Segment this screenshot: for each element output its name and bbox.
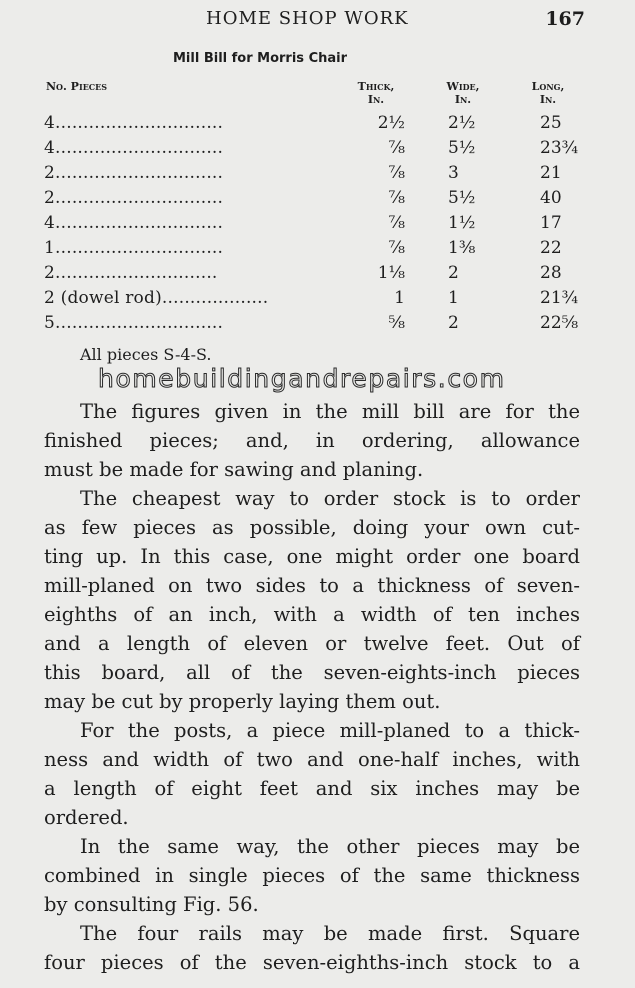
header-wide-unit: In.	[454, 93, 472, 106]
text-line: by consulting Fig. 56.	[44, 893, 259, 916]
header-long-unit: In.	[539, 93, 557, 106]
cell-long: 23¾	[540, 138, 579, 158]
text-line: ting up. In this case, one might order one board	[44, 545, 580, 568]
cell-wide: 1	[448, 288, 459, 308]
table-row	[44, 213, 604, 238]
paragraph	[44, 716, 580, 832]
text-line: The four rails may be made first. Square	[80, 922, 580, 945]
paragraph	[44, 397, 580, 484]
cell-long: 40	[540, 188, 562, 208]
text-line: four pieces of the seven-eighths-inch stock to a	[44, 951, 580, 974]
paragraph	[44, 832, 580, 919]
text-line: In the same way, the other pieces may be	[80, 835, 580, 858]
body-text	[44, 397, 580, 977]
cell-long: 21¾	[540, 288, 579, 308]
header-thick-label: Thick,	[357, 80, 395, 93]
mill-bill-title: Mill Bill for Morris Chair	[173, 51, 348, 66]
cell-thick: 1	[394, 288, 405, 308]
header-wide	[438, 80, 488, 106]
cell-no-pieces: 2..............................	[44, 188, 224, 208]
cell-long: 17	[540, 213, 562, 233]
cell-no-pieces: 4..............................	[44, 213, 224, 233]
cell-thick: ⅞	[388, 188, 405, 208]
watermark: homebuildingandrepairs.com	[98, 364, 506, 393]
text-line: as few pieces as possible, doing your own cut-	[44, 516, 580, 539]
cell-wide: 5½	[448, 188, 476, 208]
cell-long: 25	[540, 113, 562, 133]
text-line: eighths of an inch, with a width of ten inches	[44, 603, 580, 626]
paragraph	[44, 919, 580, 977]
text-line: this board, all of the seven-eights-inch pieces	[44, 661, 580, 684]
text-line: mill-planed on two sides to a thickness of seven-	[44, 574, 580, 597]
cell-no-pieces: 2.............................	[44, 263, 218, 283]
paragraph	[44, 484, 580, 716]
cell-no-pieces: 5..............................	[44, 313, 224, 333]
text-line: must be made for sawing and planing.	[44, 458, 424, 481]
text-line: a length of eight feet and six inches may be	[44, 777, 580, 800]
cell-long: 28	[540, 263, 562, 283]
cell-no-pieces: 4..............................	[44, 113, 224, 133]
text-line: The cheapest way to order stock is to order	[80, 487, 580, 510]
text-line: and a length of eleven or twelve feet. Out of	[44, 632, 580, 655]
cell-wide: 2½	[448, 113, 476, 133]
page-number: 167	[545, 8, 585, 30]
cell-no-pieces: 2 (dowel rod)...................	[44, 288, 269, 308]
header-no-pieces-label: No. Pieces	[46, 80, 108, 93]
cell-no-pieces: 4..............................	[44, 138, 224, 158]
cell-thick: ⅞	[388, 163, 405, 183]
text-line: combined in single pieces of the same thickness	[44, 864, 580, 887]
header-thick	[347, 80, 405, 106]
header-wide-label: Wide,	[446, 80, 480, 93]
cell-thick: ⅞	[388, 213, 405, 233]
cell-thick: ⅝	[388, 313, 405, 333]
mill-bill-note: All pieces S-4-S.	[80, 345, 212, 364]
table-row	[44, 113, 604, 138]
text-line: may be cut by properly laying them out.	[44, 690, 441, 713]
text-line: The figures given in the mill bill are for the	[80, 400, 580, 423]
mill-bill-table	[44, 113, 604, 338]
cell-wide: 2	[448, 313, 459, 333]
cell-long: 21	[540, 163, 562, 183]
running-head	[0, 8, 635, 34]
table-row	[44, 313, 604, 338]
text-line: ordered.	[44, 806, 129, 829]
header-no-pieces	[46, 80, 107, 93]
header-thick-unit: In.	[367, 93, 385, 106]
cell-wide: 5½	[448, 138, 476, 158]
running-head-title: HOME SHOP WORK	[206, 8, 409, 29]
table-row	[44, 238, 604, 263]
header-long	[523, 80, 573, 106]
header-long-label: Long,	[531, 80, 565, 93]
cell-wide: 1⅜	[448, 238, 476, 258]
cell-wide: 1½	[448, 213, 476, 233]
cell-no-pieces: 1..............................	[44, 238, 224, 258]
cell-thick: ⅞	[388, 238, 405, 258]
text-line: finished pieces; and, in ordering, allowance	[44, 429, 580, 452]
table-row	[44, 263, 604, 288]
text-line: ness and width of two and one-half inches, with	[44, 748, 580, 771]
table-row	[44, 138, 604, 163]
cell-wide: 3	[448, 163, 459, 183]
table-row	[44, 288, 604, 313]
table-row	[44, 188, 604, 213]
cell-long: 22⅝	[540, 313, 579, 333]
cell-thick: ⅞	[388, 138, 405, 158]
cell-thick: 1⅛	[377, 263, 405, 283]
text-line: For the posts, a piece mill-planed to a thick-	[80, 719, 580, 742]
cell-thick: 2½	[377, 113, 405, 133]
cell-wide: 2	[448, 263, 459, 283]
table-row	[44, 163, 604, 188]
cell-no-pieces: 2..............................	[44, 163, 224, 183]
cell-long: 22	[540, 238, 562, 258]
